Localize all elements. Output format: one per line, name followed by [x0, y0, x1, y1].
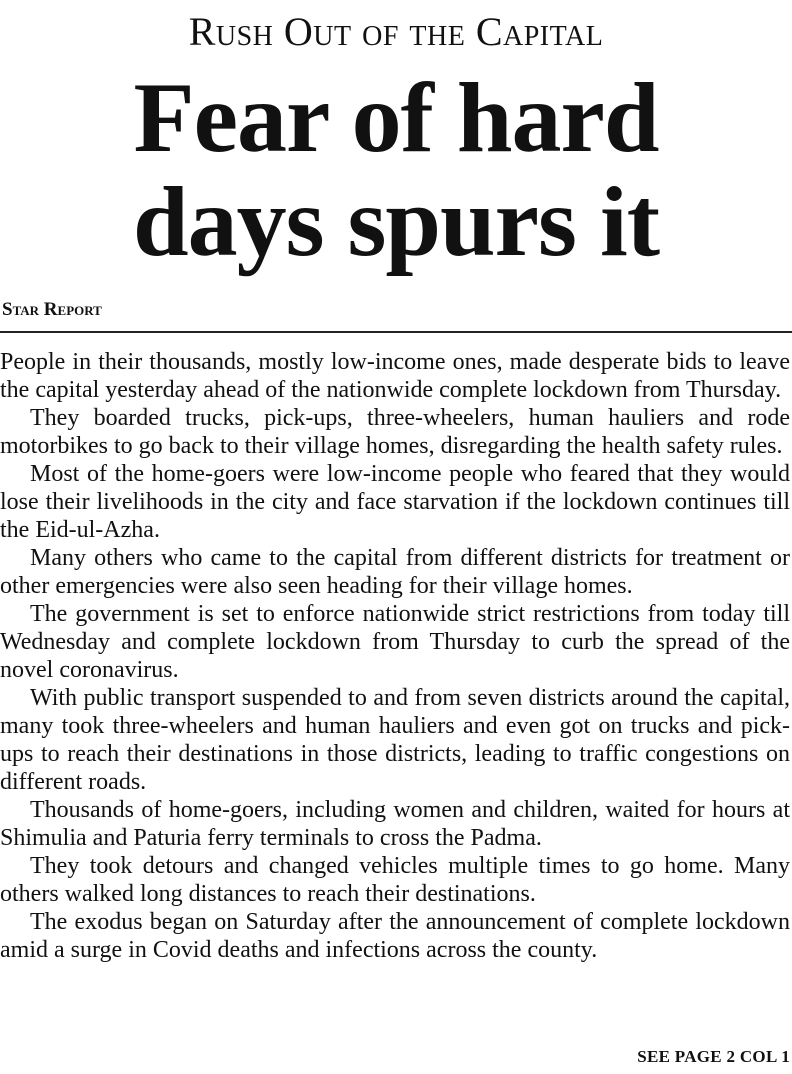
article-paragraph: Thousands of home-goers, including women and children, waited for hours at Shimulia and Paturia ferry terminals to cross the Padma.	[0, 797, 790, 851]
continued-on-page-link[interactable]: SEE PAGE 2 COL 1	[637, 1047, 790, 1066]
article-paragraph: With public transport suspended to and from seven districts around the capital, many took three-wheelers and human hauliers and even got on trucks and pick-ups to reach their destinations in those districts, leading to traffic congestions on different roads.	[0, 685, 790, 795]
article-paragraph: The exodus began on Saturday after the announcement of complete lockdown amid a surge in Covid deaths and infections across the county.	[0, 909, 790, 963]
article-body	[0, 348, 790, 964]
article-paragraph: Most of the home-goers were low-income people who feared that they would lose their livelihoods in the city and face starvation if the lockdown continues till the Eid-ul-Azha.	[0, 461, 790, 543]
article-paragraph: They boarded trucks, pick-ups, three-wheelers, human hauliers and rode motorbikes to go back to their village homes, disregarding the health safety rules.	[0, 405, 790, 459]
main-headline	[0, 62, 792, 277]
article-paragraph: Many others who came to the capital from different districts for treatment or other emergencies were also seen heading for their village homes.	[0, 545, 790, 599]
article-paragraph: They took detours and changed vehicles multiple times to go home. Many others walked long distances to reach their destinations.	[0, 853, 790, 907]
headline-line-2: days spurs it	[132, 166, 660, 277]
byline: Star Report	[2, 299, 102, 320]
headline-line-1: Fear of hard	[133, 62, 659, 173]
byline-divider	[0, 331, 792, 333]
kicker-headline: Rush Out of the Capital	[188, 9, 604, 54]
article-paragraph: The government is set to enforce nationwide strict restrictions from today till Wednesday and complete lockdown from Thursday to curb the spread of the novel coronavirus.	[0, 601, 790, 683]
article-paragraph: People in their thousands, mostly low-income ones, made desperate bids to leave the capital yesterday ahead of the nationwide complete lockdown from Thursday.	[0, 349, 790, 403]
